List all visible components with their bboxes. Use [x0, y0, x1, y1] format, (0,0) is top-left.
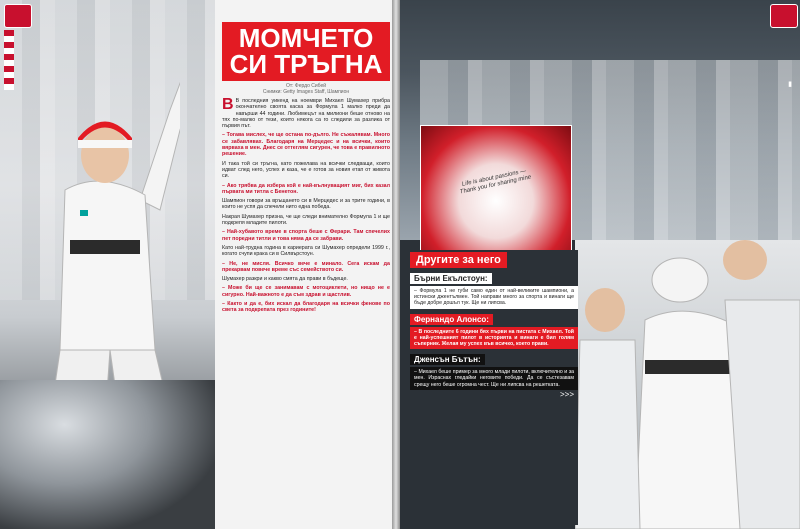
drop-cap: В — [222, 96, 234, 113]
quote-text: – Формула 1 не губи само един от най-великите шампиони, а истински джентълмен. Той направи много за спорта и винаги ще бъде добре дошъл тук. Ще ни липсва. — [410, 286, 578, 309]
body-paragraph: Шумахер разкри и какво смята да прави в бъдеще. — [222, 276, 348, 283]
body-paragraph: – Не, не мисля. Всичко вече е минало. Сега искам да прекарвам повече време със семейството си. — [222, 260, 390, 273]
site-label: ▮ — [786, 80, 793, 88]
race-car-nose — [0, 380, 215, 529]
article-credits — [222, 83, 390, 95]
quote-ecclestone — [410, 268, 578, 309]
article-column — [222, 22, 390, 522]
article-title — [222, 22, 390, 81]
helmet-message: Life is about passions — Thank you for sharing mine — [459, 168, 532, 196]
quote-text: – В последните 6 години бях първи на пистата с Михаел. Той е най-успешният пилот в историята и винаги е бил голям съперник. Желая му успех във всичко, което прави. — [410, 327, 578, 350]
quote-button — [410, 349, 578, 390]
body-paragraph: Шампион говори за връщането си в Мерцедес и за трите години, в които не успя да спечели нито една победа. — [222, 198, 390, 211]
quote-alonso — [410, 309, 578, 350]
body-paragraph: – Може би ще се занимавам с мотоциклети, но нищо не е сигурно. Най-важното е да съм здрав и щастлив. — [222, 285, 390, 298]
checkered-strip — [4, 30, 14, 90]
credit-author: От: Фердо Сибей — [285, 83, 327, 89]
title-line-1: МОМЧЕТО — [238, 23, 374, 53]
body-paragraph: Като най-трудна година в кариерата си Шумахер определи 1999 г., когато счупи крака си в Силвърстоун. — [222, 244, 390, 258]
page-gutter — [392, 0, 400, 529]
schumacher-hug-photo — [575, 240, 800, 529]
body-paragraph: – Ако трябва да избера кой е най-вълнуващият миг, бих казал първата ми титла с Бенетон. — [222, 182, 390, 195]
body-paragraph: Накрая Шумахер призна, че ще следи внимателно Формула 1 и ще подкрепя младите пилоти. — [222, 213, 390, 227]
title-line-2: СИ ТРЪГНА — [229, 49, 383, 79]
quote-name: Фернандо Алонсо: — [410, 314, 493, 325]
continued-marker: >>> — [559, 389, 574, 399]
magazine-logo-icon — [4, 4, 32, 28]
others-heading: Другите за него — [410, 252, 507, 268]
quote-name: Дженсън Бътън: — [410, 354, 485, 365]
body-paragraph: И така той си тръгна, като пожелава на всички следващи, които идват след него, успех и каза, че е готов за новия етап от живота си. — [222, 160, 390, 180]
body-paragraph: – Най-хубавото време в спорта беше с Ферари. Там спечелих пет поредни титли и това няма да се забрави. — [222, 229, 390, 242]
credit-photo: Снимки: Getty Images Staff, Шампион — [262, 89, 350, 95]
body-paragraph: – Тогава мислех, че ще остана по-дълго. Не съжалявам. Много се забавлявах. Благодаря на Мерцедес и на всички, които вярваха в мен. Днес се оттеглям сигурен, че това е правилното решение. — [222, 132, 390, 158]
article-body — [222, 98, 390, 314]
schumacher-photo — [0, 0, 215, 529]
left-page — [0, 0, 392, 529]
magazine-logo-icon-right — [770, 4, 798, 28]
hug-figures — [575, 240, 800, 529]
others-about-him-panel — [410, 250, 578, 525]
quote-name: Бърни Екълстоун: — [410, 273, 492, 284]
body-paragraph: В В последния уикенд на ноември Михаел Шумахер прибра окончателно своята каска за Формула 1 малко преди да навърши 44 години. Любимецът на милиони беше отново на тях по-малко от тези, които някога са го следили за разлика от първия път. — [222, 96, 390, 130]
body-paragraph: – Както и да е, бих искал да благодаря на всички фенове по света за подкрепата през годините! — [222, 301, 390, 314]
quote-text: – Михаел беше пример за много млади пилоти, включително и за мен. Израснах гледайки неговите победи. Да се състезавам срещу него беше огромна чест. Ще ни липсва на решетката. — [410, 367, 578, 390]
